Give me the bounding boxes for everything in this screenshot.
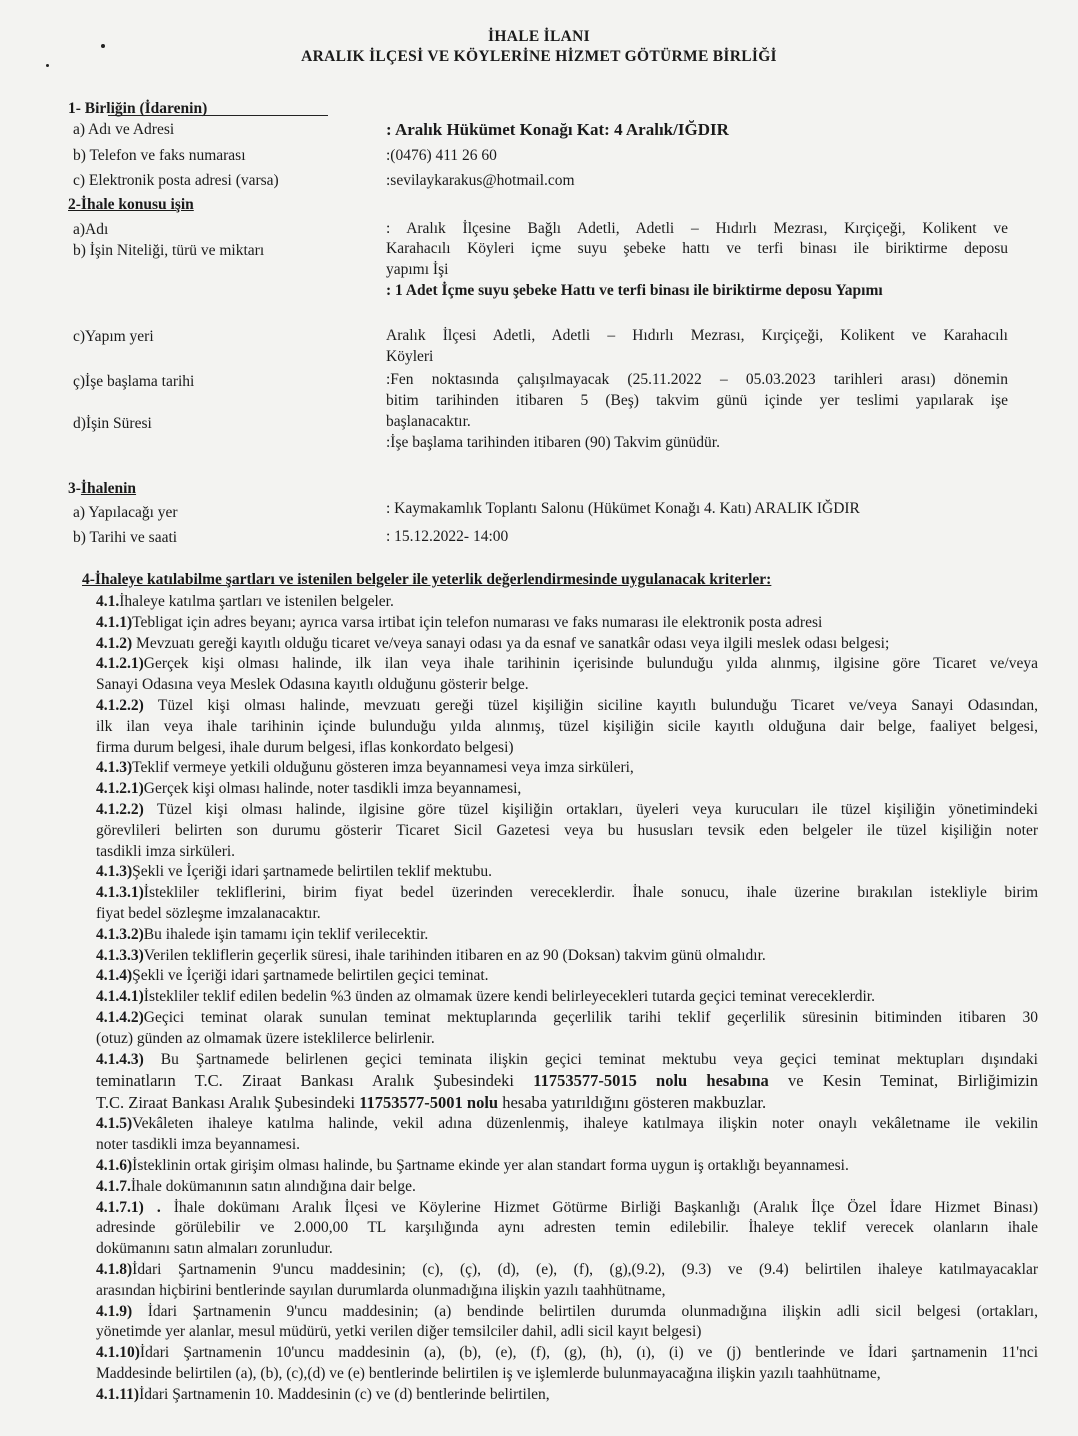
s2-d-label: d)İşin Süresi: [73, 415, 152, 432]
clause-text: İdari Şartnamenin 10. Maddesinin (c) ve (d) bentlerinde belirtilen,: [139, 1385, 550, 1403]
s2-a-value-line2: Karahacılı Köyleri içme suyu şebeke hattı ve terfi binası ile biriktirme deposu: [386, 240, 1008, 257]
clause-line: [96, 966, 1038, 987]
clause-text: İhale dokümanı Aralık İlçesi ve Köylerine Hizmet Götürme Birliği Başkanlığı (Aralık İlçe Özel İdare Hizmet Binası): [160, 1198, 1038, 1216]
s2-b-label: b) İşin Niteliği, türü ve miktarı: [73, 242, 265, 259]
clause-number: 4.1.2.1): [96, 780, 144, 798]
clause-line: [96, 987, 1038, 1008]
clause-text: Gerçek kişi olması halinde, ilk ilan veya ihale tarihinin içerisinde bulunduğu yılda alınmış, ilgisine göre Ticaret ve/veya: [143, 655, 1038, 673]
clause-text: adresinde görülebilir ve 2.000,00 TL karşılığında aynı adresten temin edilebilir. İhaleye teklif verecek olanların ihale: [96, 1219, 1038, 1237]
clause-text: firma durum belgesi, ihale durum belgesi, iflas konkordato belgesi): [96, 738, 514, 756]
clause-line: 4.1.4.3) Bu Şartnamede belirlenen geçici teminata ilişkin geçici teminat mektubu veya geçici teminat mektupları dışındaki: [96, 1050, 1038, 1068]
clause-line: [96, 613, 1038, 634]
s1-b-label: b) Telefon ve faks numarası: [73, 147, 246, 164]
clause-line: [96, 654, 1038, 675]
clause-line: [96, 946, 1038, 967]
clause-number: 4.1.1): [96, 613, 133, 631]
clause-line: [96, 717, 1038, 738]
s2-a-label: a)Adı: [73, 221, 109, 238]
clause-line: [96, 696, 1038, 717]
clause-number: 4.1.7.: [96, 1177, 131, 1195]
document-subtitle: ARALIK İLÇESİ VE KÖYLERİNE HİZMET GÖTÜRME BİRLİĞİ: [301, 48, 777, 65]
clause-text: Mevzuatı gereği kayıtlı olduğu ticaret ve/veya sanayi odası ya da esnaf ve sanatkâr odası veya ilgili meslek odası belgesi;: [132, 634, 890, 652]
clause-text: İsteklinin ortak girişim olması halinde, bu Şartname ekinde yer alan standart forma uygun iş ortaklığı beyannamesi.: [132, 1156, 849, 1174]
section4-body: [96, 592, 1038, 1405]
clause-line: [96, 904, 1038, 925]
s2-a-value-line3: yapımı İşi: [386, 261, 449, 278]
s2-cc-value-line1: :Fen noktasında çalışılmayacak (25.11.2022 – 05.03.2023 tarihleri arası) dönemin: [386, 371, 1008, 388]
s1-b-value: :(0476) 411 26 60: [386, 147, 497, 164]
clause-number: 4.1.10): [96, 1344, 140, 1362]
s3-a-value: : Kaymakamlık Toplantı Salonu (Hükümet Konağı 4. Katı) ARALIK IĞDIR: [386, 500, 860, 517]
s1-c-label: c) Elektronik posta adresi (varsa): [73, 172, 279, 189]
clause-text: yönetimde yer alanlar, mesul müdürü, yetki verilen diğer temsilciler dahil, adli sicil kayıt belgesi): [96, 1323, 702, 1341]
clause-text: noter tasdikli imza beyannamesi.: [96, 1136, 301, 1154]
s1-a-label: a) Adı ve Adresi: [73, 121, 175, 138]
document-title: İHALE İLANI: [488, 28, 590, 45]
clause-line: [96, 1302, 1038, 1323]
clause-line: [96, 1364, 1038, 1385]
clause-text: (otuz) günden az olmamak üzere isteklilerce belirlenir.: [96, 1029, 435, 1047]
section2-heading: 2-İhale konusu işin: [68, 196, 194, 213]
clause-line: [96, 1156, 1038, 1177]
clause-line: [96, 1198, 1038, 1219]
clause-line: [96, 738, 1038, 759]
clause-line: [96, 1135, 1038, 1156]
clause-text: Tüzel kişi olması halinde, ilgisine göre tüzel kişiliğin ortakları, üyeleri veya kurucuları ile tüzel kişiliğin yönetimindeki: [143, 800, 1038, 818]
clause-number: 4.1.3.2): [96, 925, 144, 943]
section1-heading: 1- Birliğin (İdarenin): [68, 100, 208, 117]
s1-c-value: :sevilaykarakus@hotmail.com: [386, 172, 575, 189]
clause-number: 4.1.9): [96, 1302, 133, 1320]
clause-text: İstekliler tekliflerini, birim fiyat bedel üzerinden vereceklerdir. İhale sonucu, ihale üzerine bırakılan istekliyle birim: [143, 884, 1038, 902]
clause-text: Vekâleten ihaleye katılma halinde, vekil adına düzenlenmiş, ihaleye katılmaya ilişkin noter onaylı vekâletname ile vekilin: [132, 1115, 1038, 1133]
clause-line: [96, 1322, 1038, 1343]
clause-number: 4.1.4.1): [96, 988, 144, 1006]
clause-text: Gerçek kişi olması halinde, noter tasdikli imza beyannamesi,: [143, 780, 522, 798]
s3-b-label: b) Tarihi ve saati: [73, 529, 178, 546]
clause-number: 4.1.3.3): [96, 946, 144, 964]
s2-a-value-line1: : Aralık İlçesine Bağlı Adetli, Adetli – Hıdırlı Mezrası, Kırçiçeği, Kolikent ve: [386, 220, 1008, 237]
clause-text: Geçici teminat olarak sunulan teminat mektuplarında geçerlilik tarihi teklif geçerlilik süresinin bitiminden itibaren 30: [143, 1008, 1038, 1026]
clause-line: T.C. Ziraat Bankası Aralık Şubesindeki 11753577-5001 nolu hesaba yatırıldığını gösteren makbuzlar.: [96, 1093, 767, 1113]
clause-line: [96, 1385, 1038, 1406]
clause-text: İdari Şartnamenin 9'uncu maddesinin; (c), (ç), (d), (e), (f), (g),(9.2), (9.3) ve (9.4) belirtilen ihaleye katılmayacaklar: [132, 1260, 1038, 1278]
clause-number: 4.1.11): [96, 1385, 140, 1403]
clause-text: Şekli ve İçeriği idari şartnamede belirtilen geçici teminat.: [132, 967, 489, 985]
clause-number: 4.1.4.2): [96, 1008, 144, 1026]
heading-underline: [108, 115, 328, 116]
clause-text: görevlileri belirten son durumu gösterir Ticaret Sicil Gazetesi veya bu hususları tevsik eden belgeler ile tüzel kişiliğin noter: [96, 821, 1038, 839]
clause-line: [96, 634, 1038, 655]
clause-line: [96, 842, 1038, 863]
clause-line: [96, 1239, 1038, 1260]
s2-d-value: :İşe başlama tarihinden itibaren (90) Takvim günüdür.: [386, 434, 720, 451]
s2-cc-value-line3: başlanacaktır.: [386, 413, 471, 430]
s2-cc-value-line2: bitim tarihinden itibaren 5 (Beş) takvim günü içinde yer teslimi yapılarak işe: [386, 392, 1008, 409]
clause-text: Sanayi Odasına veya Meslek Odasına kayıtlı olduğunu gösterir belge.: [96, 676, 529, 694]
section4-heading: 4-İhaleye katılabilme şartları ve istenilen belgeler ile yeterlik değerlendirmesinde uygulanacak kriterler:: [82, 571, 772, 588]
clause-line: [96, 883, 1038, 904]
s2-b-value: : 1 Adet İçme suyu şebeke Hattı ve terfi binası ile biriktirme deposu Yapımı: [386, 282, 883, 299]
clause-text: İstekliler teklif edilen bedelin %3 ünden az olmamak üzere kendi belirleyecekleri tutarda geçici teminat vereceklerdir.: [143, 988, 875, 1006]
s2-c-label: c)Yapım yeri: [73, 328, 154, 345]
clause-line: [96, 1260, 1038, 1281]
clause-line: [96, 1343, 1038, 1364]
clause-line: [96, 862, 1038, 883]
clause-line: [96, 779, 1038, 800]
clause-number: 4.1.2.1): [96, 655, 144, 673]
clause-line: [96, 758, 1038, 779]
clause-number: 4.1.6): [96, 1156, 133, 1174]
clause-text: Teklif vermeye yetkili olduğunu gösteren imza beyannamesi veya imza sirküleri,: [132, 759, 634, 777]
clause-number: 4.1.3): [96, 863, 133, 881]
clause-text: tasdikli imza sirküleri.: [96, 842, 236, 860]
s2-cc-label: ç)İşe başlama tarihi: [73, 373, 195, 390]
clause-number: 4.1.4): [96, 967, 133, 985]
section3-heading: 3-İhalenin: [68, 480, 137, 497]
s2-c-value-line1: Aralık İlçesi Adetli, Adetli – Hıdırlı Mezrası, Kırçiçeği, Kolikent ve Karahacılı: [386, 327, 1008, 344]
clause-number: 4.1.7.1) .: [96, 1198, 161, 1216]
clause-number: 4.1.5): [96, 1115, 133, 1133]
s1-a-value: : Aralık Hükümet Konağı Kat: 4 Aralık/IĞDIR: [386, 120, 729, 139]
clause-number: 4.1.: [96, 593, 120, 610]
clause-text: Bu ihalede işin tamamı için teklif verilecektir.: [143, 925, 429, 943]
s2-c-value-line2: Köyleri: [386, 348, 434, 365]
clause-line: [96, 1008, 1038, 1029]
clause-line: [96, 1281, 1038, 1302]
clause-text: İdari Şartnamenin 9'uncu maddesinin; (a) bendinde belirtilen durumda olunmadığına ilişkin adli sicil belgesi (ortakları,: [132, 1302, 1038, 1320]
clause-text: arasından hiçbirini bentlerinde sayılan durumlarda olunmadığına ilişkin yazılı taahhütname,: [96, 1281, 666, 1299]
clause-line: [96, 800, 1038, 821]
clause-line: [96, 675, 1038, 696]
clause-text: fiyat bedel sözleşme imzalanacaktır.: [96, 904, 321, 922]
clause-line: teminatların T.C. Ziraat Bankası Aralık Şubesindeki 11753577-5015 nolu hesabına ve Kesin Teminat, Birliğimizin: [96, 1071, 1038, 1091]
clause-line: [96, 821, 1038, 842]
clause-line: [96, 1029, 1038, 1050]
clause-text: Tebligat için adres beyanı; ayrıca varsa irtibat için telefon numarası ve faks numarası ile elektronik posta adresi: [132, 613, 823, 631]
clause-text: Tüzel kişi olması halinde, mevzuatı gereği tüzel kişiliğin siciline kayıtlı bulunduğu Ticaret ve/veya Sanayi Odasından,: [143, 696, 1038, 714]
clause-text: dokümanını satın almaları zorunludur.: [96, 1240, 333, 1258]
clause-text: İhale dokümanının satın alındığına dair belge.: [130, 1177, 416, 1195]
clause-number: 4.1.3.1): [96, 884, 144, 902]
clause-text: Şekli ve İçeriği idari şartnamede belirtilen teklif mektubu.: [132, 863, 492, 881]
clause-number: 4.1.8): [96, 1260, 133, 1278]
clause-text: İdari Şartnamenin 10'uncu maddesinin (a), (b), (e), (f), (g), (h), (ı), (i) ve (j) bentlerinde ve İdari şartnamenin 11'nci: [139, 1344, 1038, 1362]
clause-text: Maddesinde belirtilen (a), (b), (c),(d) ve (e) bentlerinde belirtilen iş ve işlemlerde bulunmayacağına ilişkin yazılı taahhütname,: [96, 1364, 881, 1382]
clause-number: 4.1.2.2): [96, 696, 144, 714]
clause-text: İhaleye katılma şartları ve istenilen belgeler.: [119, 593, 394, 610]
s3-b-value: : 15.12.2022- 14:00: [386, 528, 509, 545]
s3-a-label: a) Yapılacağı yer: [73, 504, 178, 521]
clause-text: Verilen tekliflerin geçerlik süresi, ihale tarihinden itibaren en az 90 (Doksan) takvim günü olmalıdır.: [143, 946, 766, 964]
clause-number: 4.1.3): [96, 759, 133, 777]
clause-line: [96, 1218, 1038, 1239]
clause-line: [96, 592, 1038, 613]
clause-text: ilk ilan veya ihale tarihinin içinde bulunduğu yılda alınmış, tüzel kişiliğin sicile kayıtlı olduğuna dair belge, faaliyet belgesi,: [96, 717, 1038, 735]
clause-number: 4.1.2.2): [96, 800, 144, 818]
clause-number: 4.1.2): [96, 634, 133, 652]
clause-line: [96, 1114, 1038, 1135]
clause-line: [96, 1177, 1038, 1198]
clause-line: [96, 925, 1038, 946]
